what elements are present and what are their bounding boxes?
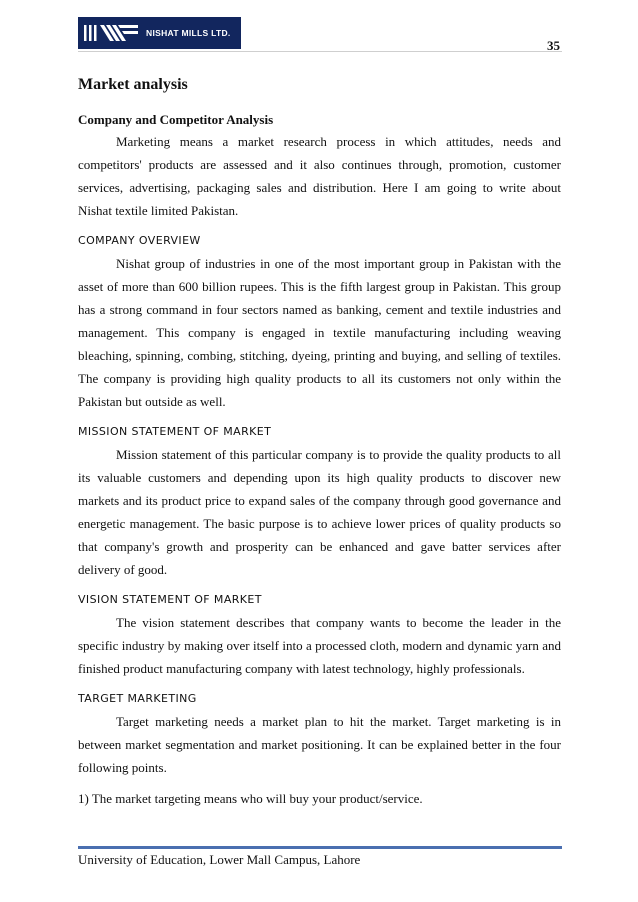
section-text-overview: Nishat group of industries in one of the most important group in Pakistan with the asset of more than 600 billion rupees. This is the fifth largest group in Pakistan. This group has a strong command in four sectors named as banking, cement and textile industries and management. This company is engaged in textile manufacturing including weaving bleaching, spinning, combing, stitching, dyeing, printing and buying, and selling of textiles. The company is providing high quality products to all its customers not only within the Pakistan but outside as well. xyxy=(78,256,561,409)
page-content xyxy=(78,74,561,810)
page-number: 35 xyxy=(547,38,560,53)
company-logo xyxy=(78,17,241,49)
section-text-vision: The vision statement describes that company wants to become the leader in the specific industry by making over itself into a processed cloth, modern and dynamic yarn and finished product manufacturing company with latest technology, highly professionals. xyxy=(78,615,561,676)
section-heading-target: TARGET MARKETING xyxy=(78,692,197,705)
section-text-mission: Mission statement of this particular company is to provide the quality products to all its valuable customers and depending upon its high quality products to discover new markets and its product price to expand sales of the company through good governance and energetic management. The basic purpose is to achieve lower prices of quality products so that company's growth and prosperity can be enhanced and gave batter services after delivery of good. xyxy=(78,447,561,577)
section-text-competitor: Marketing means a market research process in which attitudes, needs and competitors' products are assessed and it also continues through, promotion, customer services, advertising, packaging sales and distribution. Here I am going to write about Nishat textile limited Pakistan. xyxy=(78,134,561,218)
section-heading-vision: VISION STATEMENT OF MARKET xyxy=(78,593,262,606)
section-heading-overview: COMPANY OVERVIEW xyxy=(78,234,201,247)
page-title: Market analysis xyxy=(78,76,188,93)
list-item: 1) The market targeting means who will buy your product/service. xyxy=(78,791,423,806)
logo-text: NISHAT MILLS LTD. xyxy=(146,28,231,38)
logo-mark-icon xyxy=(78,17,142,49)
section-heading-competitor: Company and Competitor Analysis xyxy=(78,112,274,127)
section-heading-mission: MISSION STATEMENT OF MARKET xyxy=(78,425,272,438)
header-divider xyxy=(78,51,562,52)
footer-divider xyxy=(78,846,562,849)
section-text-target: Target marketing needs a market plan to hit the market. Target marketing is in between market segmentation and market positioning. It can be explained better in the four following points. xyxy=(78,714,561,775)
footer-text: University of Education, Lower Mall Campus, Lahore xyxy=(78,852,361,867)
